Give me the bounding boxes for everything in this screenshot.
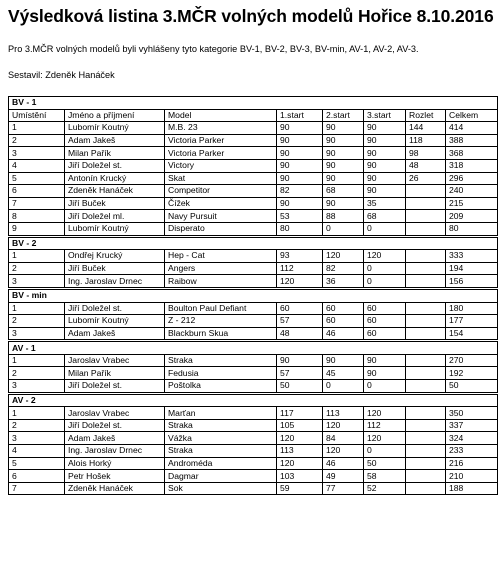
cell-start2: 120 — [323, 419, 364, 432]
table-row — [9, 210, 498, 223]
cell-start1: 48 — [277, 327, 323, 340]
column-header-row — [9, 109, 498, 122]
cell-model: Marťan — [165, 407, 277, 420]
category-name: BV - min — [9, 289, 498, 302]
cell-name: Ing. Jaroslav Drnec — [65, 445, 165, 458]
cell-total: 233 — [446, 445, 498, 458]
cell-placement: 6 — [9, 470, 65, 483]
cell-name: Ondřej Krucký — [65, 250, 165, 263]
cell-distance — [406, 367, 446, 380]
table-row — [9, 380, 498, 393]
cell-start1: 120 — [277, 275, 323, 288]
cell-name: Adam Jakeš — [65, 432, 165, 445]
cell-distance: 144 — [406, 122, 446, 135]
cell-placement: 7 — [9, 197, 65, 210]
cell-start2: 88 — [323, 210, 364, 223]
cell-name: Adam Jakeš — [65, 134, 165, 147]
cell-distance — [406, 470, 446, 483]
cell-model: Blackburn Skua — [165, 327, 277, 340]
column-header-start1: 1.start — [277, 109, 323, 122]
cell-start1: 112 — [277, 262, 323, 275]
cell-placement: 4 — [9, 159, 65, 172]
cell-distance — [406, 457, 446, 470]
cell-start1: 103 — [277, 470, 323, 483]
cell-total: 188 — [446, 482, 498, 495]
cell-name: Jiří Doležel st. — [65, 302, 165, 315]
cell-total: 210 — [446, 470, 498, 483]
cell-model: Navy Pursuit — [165, 210, 277, 223]
cell-placement: 5 — [9, 457, 65, 470]
cell-total: 216 — [446, 457, 498, 470]
cell-name: Antonín Krucký — [65, 172, 165, 185]
cell-start2: 90 — [323, 159, 364, 172]
cell-placement: 3 — [9, 275, 65, 288]
cell-model: Poštolka — [165, 380, 277, 393]
cell-start2: 46 — [323, 457, 364, 470]
category-header-row — [9, 237, 498, 250]
category-name: BV - 1 — [9, 97, 498, 110]
table-row — [9, 407, 498, 420]
cell-start3: 90 — [364, 122, 406, 135]
table-row — [9, 432, 498, 445]
cell-start2: 90 — [323, 134, 364, 147]
cell-start2: 113 — [323, 407, 364, 420]
cell-name: Milan Pařík — [65, 367, 165, 380]
cell-distance: 98 — [406, 147, 446, 160]
document-title: Výsledková listina 3.MČR volných modelů Hořice 8.10.2016 — [8, 6, 494, 26]
cell-start2: 45 — [323, 367, 364, 380]
results-table — [8, 96, 498, 495]
cell-model: Straka — [165, 445, 277, 458]
table-row — [9, 275, 498, 288]
cell-start3: 90 — [364, 367, 406, 380]
cell-total: 180 — [446, 302, 498, 315]
cell-total: 177 — [446, 315, 498, 328]
table-row — [9, 315, 498, 328]
cell-start3: 0 — [364, 275, 406, 288]
cell-start1: 90 — [277, 147, 323, 160]
cell-start3: 0 — [364, 262, 406, 275]
table-row — [9, 222, 498, 235]
cell-total: 156 — [446, 275, 498, 288]
cell-start2: 46 — [323, 327, 364, 340]
table-row — [9, 354, 498, 367]
cell-placement: 3 — [9, 147, 65, 160]
cell-total: 318 — [446, 159, 498, 172]
cell-start3: 60 — [364, 327, 406, 340]
table-row — [9, 367, 498, 380]
cell-start1: 59 — [277, 482, 323, 495]
cell-start3: 0 — [364, 380, 406, 393]
cell-name: Petr Hošek — [65, 470, 165, 483]
cell-start3: 112 — [364, 419, 406, 432]
cell-start1: 90 — [277, 172, 323, 185]
cell-start2: 84 — [323, 432, 364, 445]
cell-placement: 2 — [9, 315, 65, 328]
cell-name: Jaroslav Vrabec — [65, 354, 165, 367]
cell-start2: 120 — [323, 445, 364, 458]
cell-model: M.B. 23 — [165, 122, 277, 135]
cell-start2: 68 — [323, 185, 364, 198]
cell-start1: 80 — [277, 222, 323, 235]
cell-total: 324 — [446, 432, 498, 445]
cell-total: 368 — [446, 147, 498, 160]
cell-name: Adam Jakeš — [65, 327, 165, 340]
table-row — [9, 445, 498, 458]
cell-distance — [406, 380, 446, 393]
cell-distance — [406, 482, 446, 495]
cell-distance: 118 — [406, 134, 446, 147]
cell-total: 215 — [446, 197, 498, 210]
cell-placement: 1 — [9, 250, 65, 263]
cell-distance — [406, 432, 446, 445]
cell-name: Jaroslav Vrabec — [65, 407, 165, 420]
table-row — [9, 134, 498, 147]
cell-name: Alois Horký — [65, 457, 165, 470]
cell-name: Jiří Buček — [65, 197, 165, 210]
cell-total: 209 — [446, 210, 498, 223]
cell-start3: 120 — [364, 407, 406, 420]
cell-start1: 82 — [277, 185, 323, 198]
intro-text: Pro 3.MČR volných modelů byli vyhlášeny tyto kategorie BV-1, BV-2, BV-3, BV-min, AV-1, AV-2, AV-3. — [8, 44, 419, 54]
cell-total: 296 — [446, 172, 498, 185]
cell-placement: 3 — [9, 380, 65, 393]
table-row — [9, 482, 498, 495]
cell-start2: 90 — [323, 354, 364, 367]
cell-start2: 90 — [323, 197, 364, 210]
column-header-start2: 2.start — [323, 109, 364, 122]
table-row — [9, 419, 498, 432]
table-row — [9, 122, 498, 135]
cell-start3: 120 — [364, 432, 406, 445]
column-header-start3: 3.start — [364, 109, 406, 122]
cell-total: 350 — [446, 407, 498, 420]
cell-placement: 2 — [9, 134, 65, 147]
cell-model: Hep - Cat — [165, 250, 277, 263]
category-header-row — [9, 342, 498, 355]
table-row — [9, 470, 498, 483]
cell-placement: 9 — [9, 222, 65, 235]
cell-model: Victory — [165, 159, 277, 172]
cell-total: 154 — [446, 327, 498, 340]
cell-distance — [406, 197, 446, 210]
cell-model: Competitor — [165, 185, 277, 198]
cell-start3: 0 — [364, 222, 406, 235]
results-table-body — [9, 97, 498, 495]
table-row — [9, 147, 498, 160]
column-header-name: Jméno a příjmení — [65, 109, 165, 122]
cell-name: Lubomír Koutný — [65, 222, 165, 235]
cell-model: Raibow — [165, 275, 277, 288]
cell-start1: 53 — [277, 210, 323, 223]
cell-total: 80 — [446, 222, 498, 235]
cell-placement: 8 — [9, 210, 65, 223]
category-header-row — [9, 394, 498, 407]
cell-start3: 90 — [364, 185, 406, 198]
cell-start2: 120 — [323, 250, 364, 263]
cell-name: Jiří Doležel st. — [65, 159, 165, 172]
cell-start2: 82 — [323, 262, 364, 275]
cell-start3: 120 — [364, 250, 406, 263]
category-name: AV - 1 — [9, 342, 498, 355]
cell-total: 240 — [446, 185, 498, 198]
author-line: Sestavil: Zdeněk Hanáček — [8, 70, 115, 80]
cell-model: Čížek — [165, 197, 277, 210]
cell-name: Jiří Doležel st. — [65, 380, 165, 393]
cell-total: 194 — [446, 262, 498, 275]
cell-start3: 35 — [364, 197, 406, 210]
cell-start1: 90 — [277, 159, 323, 172]
cell-distance — [406, 354, 446, 367]
category-name: BV - 2 — [9, 237, 498, 250]
table-row — [9, 159, 498, 172]
cell-start3: 68 — [364, 210, 406, 223]
table-row — [9, 327, 498, 340]
table-row — [9, 250, 498, 263]
column-header-distance: Rozlet — [406, 109, 446, 122]
category-name: AV - 2 — [9, 394, 498, 407]
cell-start3: 90 — [364, 172, 406, 185]
cell-placement: 1 — [9, 354, 65, 367]
cell-model: Sok — [165, 482, 277, 495]
category-header-row — [9, 97, 498, 110]
cell-start1: 90 — [277, 122, 323, 135]
cell-distance — [406, 275, 446, 288]
cell-name: Zdeněk Hanáček — [65, 482, 165, 495]
cell-name: Ing. Jaroslav Drnec — [65, 275, 165, 288]
cell-name: Lubomír Koutný — [65, 122, 165, 135]
cell-name: Jiří Doležel st. — [65, 419, 165, 432]
table-row — [9, 302, 498, 315]
cell-start3: 52 — [364, 482, 406, 495]
cell-start3: 50 — [364, 457, 406, 470]
cell-distance — [406, 327, 446, 340]
cell-model: Skat — [165, 172, 277, 185]
cell-start2: 0 — [323, 380, 364, 393]
cell-start3: 0 — [364, 445, 406, 458]
cell-distance — [406, 250, 446, 263]
cell-model: Androméda — [165, 457, 277, 470]
cell-total: 337 — [446, 419, 498, 432]
cell-placement: 2 — [9, 262, 65, 275]
cell-start1: 90 — [277, 197, 323, 210]
cell-start3: 58 — [364, 470, 406, 483]
cell-start2: 36 — [323, 275, 364, 288]
cell-name: Lubomír Koutný — [65, 315, 165, 328]
cell-start3: 90 — [364, 134, 406, 147]
cell-start2: 60 — [323, 302, 364, 315]
column-header-placement: Umístění — [9, 109, 65, 122]
cell-start1: 60 — [277, 302, 323, 315]
cell-placement: 3 — [9, 327, 65, 340]
cell-model: Straka — [165, 354, 277, 367]
cell-model: Straka — [165, 419, 277, 432]
cell-distance — [406, 262, 446, 275]
cell-total: 192 — [446, 367, 498, 380]
cell-total: 388 — [446, 134, 498, 147]
cell-start1: 57 — [277, 315, 323, 328]
cell-start1: 90 — [277, 134, 323, 147]
cell-start3: 90 — [364, 354, 406, 367]
cell-distance — [406, 407, 446, 420]
cell-model: Victoria Parker — [165, 134, 277, 147]
cell-start2: 60 — [323, 315, 364, 328]
cell-distance — [406, 185, 446, 198]
cell-name: Jiří Doležel ml. — [65, 210, 165, 223]
cell-start1: 90 — [277, 354, 323, 367]
cell-name: Milan Pařík — [65, 147, 165, 160]
column-header-total: Celkem — [446, 109, 498, 122]
cell-model: Angers — [165, 262, 277, 275]
cell-start2: 90 — [323, 122, 364, 135]
cell-distance — [406, 210, 446, 223]
cell-model: Victoria Parker — [165, 147, 277, 160]
category-header-row — [9, 289, 498, 302]
column-header-model: Model — [165, 109, 277, 122]
cell-placement: 1 — [9, 302, 65, 315]
table-row — [9, 185, 498, 198]
cell-model: Boulton Paul Defiant — [165, 302, 277, 315]
cell-model: Fedusia — [165, 367, 277, 380]
cell-distance: 48 — [406, 159, 446, 172]
cell-distance — [406, 302, 446, 315]
cell-placement: 1 — [9, 122, 65, 135]
cell-name: Zdeněk Hanáček — [65, 185, 165, 198]
cell-total: 270 — [446, 354, 498, 367]
cell-start1: 105 — [277, 419, 323, 432]
table-row — [9, 172, 498, 185]
cell-start1: 93 — [277, 250, 323, 263]
cell-start2: 90 — [323, 147, 364, 160]
cell-start3: 60 — [364, 302, 406, 315]
cell-distance — [406, 445, 446, 458]
cell-placement: 6 — [9, 185, 65, 198]
results-table-wrapper — [8, 96, 497, 495]
cell-model: Z - 212 — [165, 315, 277, 328]
cell-distance — [406, 419, 446, 432]
cell-model: Vážka — [165, 432, 277, 445]
cell-model: Disperato — [165, 222, 277, 235]
cell-distance — [406, 222, 446, 235]
cell-name: Jiří Buček — [65, 262, 165, 275]
cell-start2: 90 — [323, 172, 364, 185]
cell-distance: 26 — [406, 172, 446, 185]
cell-total: 333 — [446, 250, 498, 263]
table-row — [9, 262, 498, 275]
cell-start1: 120 — [277, 432, 323, 445]
cell-distance — [406, 315, 446, 328]
cell-total: 414 — [446, 122, 498, 135]
cell-start3: 60 — [364, 315, 406, 328]
cell-start1: 117 — [277, 407, 323, 420]
cell-placement: 5 — [9, 172, 65, 185]
cell-start3: 90 — [364, 159, 406, 172]
cell-start2: 49 — [323, 470, 364, 483]
table-row — [9, 457, 498, 470]
cell-placement: 4 — [9, 445, 65, 458]
cell-placement: 7 — [9, 482, 65, 495]
cell-model: Dagmar — [165, 470, 277, 483]
cell-start1: 50 — [277, 380, 323, 393]
table-row — [9, 197, 498, 210]
cell-start1: 120 — [277, 457, 323, 470]
cell-placement: 2 — [9, 367, 65, 380]
cell-placement: 2 — [9, 419, 65, 432]
cell-total: 50 — [446, 380, 498, 393]
cell-placement: 1 — [9, 407, 65, 420]
cell-start1: 113 — [277, 445, 323, 458]
cell-start2: 0 — [323, 222, 364, 235]
cell-start3: 90 — [364, 147, 406, 160]
cell-start1: 57 — [277, 367, 323, 380]
cell-placement: 3 — [9, 432, 65, 445]
cell-start2: 77 — [323, 482, 364, 495]
